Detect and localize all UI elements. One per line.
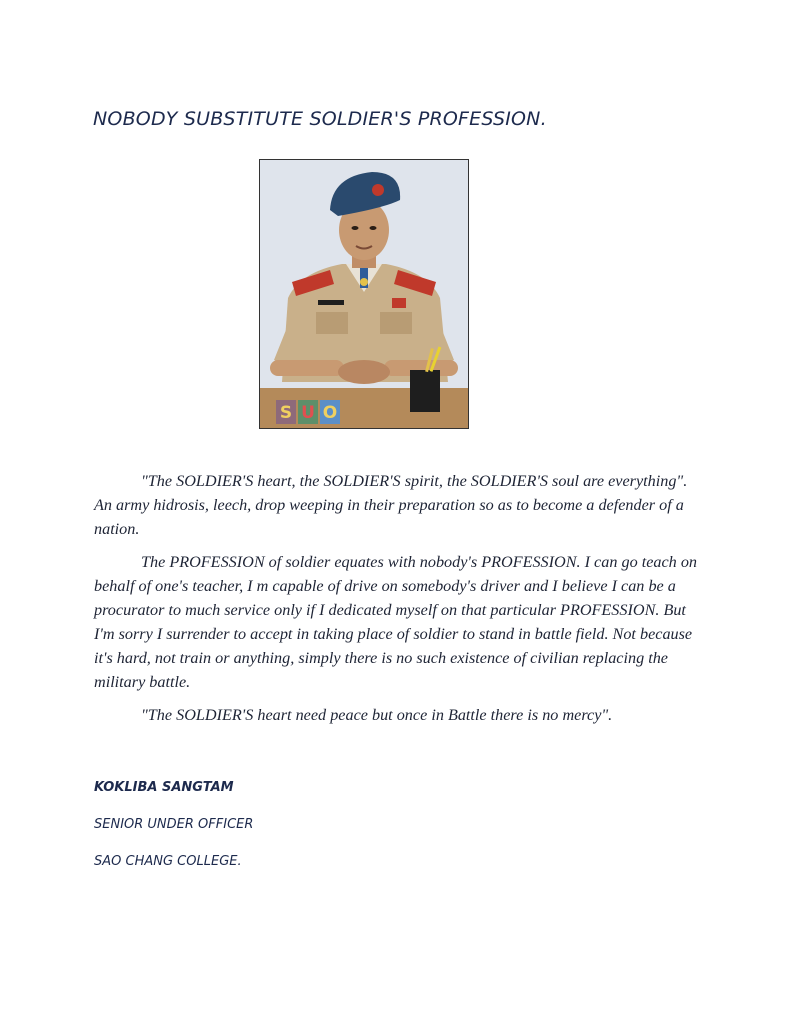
right-pocket [380, 312, 412, 334]
author-name: KOKLIBA SANGTAM [94, 780, 234, 795]
left-eye [352, 226, 359, 230]
desk-block-letter-u: U [301, 403, 315, 423]
desk-block-letter-s: S [279, 403, 293, 423]
author-rank: SENIOR UNDER OFFICER [94, 817, 254, 832]
paragraph-3: "The SOLDIER'S heart need peace but once in Battle there is no mercy". [141, 706, 613, 724]
paragraph-1: "The SOLDIER'S heart, the SOLDIER'S spirit, the SOLDIER'S soul are everything". An army hidrosis, leech, drop weeping in their preparation so as to become a defender of a nation. [94, 472, 688, 538]
signature-block [94, 778, 253, 889]
left-forearm [270, 360, 344, 376]
desk-block-letter-o: O [322, 403, 338, 423]
article-body [94, 469, 704, 736]
clasped-hands [338, 360, 390, 384]
right-eye [370, 226, 377, 230]
collar-badge [360, 278, 368, 286]
badge [392, 298, 406, 308]
beret-badge [372, 184, 384, 196]
author-institution: SAO CHANG COLLEGE. [94, 854, 242, 869]
left-pocket [316, 312, 348, 334]
paragraph-2: The PROFESSION of soldier equates with nobody's PROFESSION. I can go teach on behalf of one's teacher, I m capable of drive on somebody's driver and I believe I can be a procurator to much service only if I dedicated myself on that particular PROFESSION. But I'm sorry I surrender to accept in taking place of soldier to stand in battle field. Not because it's hard, not train or anything, simply there is no such existence of civilian replacing the military battle. [94, 553, 698, 691]
name-tag [318, 300, 344, 305]
portrait-photo [259, 159, 469, 429]
pen-holder [410, 370, 440, 412]
page-title: NOBODY SUBSTITUTE SOLDIER'S PROFESSION. [93, 108, 547, 130]
